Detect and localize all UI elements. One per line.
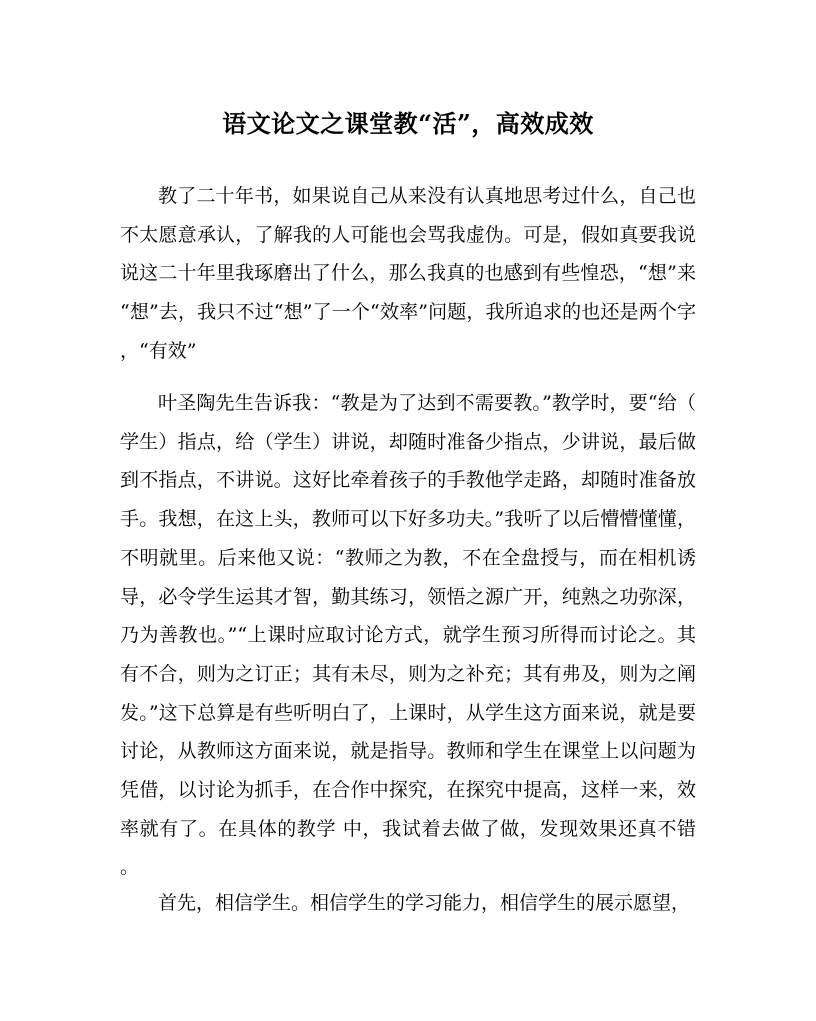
- paragraph-2: 叶圣陶先生告诉我：“教是为了达到不需要教。”教学时，要“给（学生）指点，给（学生）讲说，却随时准备少指点，少讲说，最后做到不指点，不讲说。这好比牵着孩子的手教他学走路，却随时准备放手。我想，在这上头，教师可以下好多功夫。”我听了以后懵懵懂懂，不明就里。后来他又说：“教师之为教，不在全盘授与，而在相机诱导，必令学生运其才智，勤其练习，领悟之源广开，纯熟之功弥深，乃为善教也。”“上课时应取讨论方式，就学生预习所得而讨论之。其有不合，则为之订正；其有未尽，则为之补充；其有弗及，则为之阐发。”这下总算是有些听明白了，上课时，从学生这方面来说，就是要讨论，从教师这方面来说，就是指导。教师和学生在课堂上以问题为凭借，以讨论为抓手，在合作中探究，在探究中提高，这样一来，效率就有了。在具体的教学 中，我试着去做了做，发现效果还真不错。: [120, 392, 696, 879]
- paragraph-1: 教了二十年书，如果说自己从来没有认真地思考过什么，自己也不太愿意承认，了解我的人可能也会骂我虚伪。可是，假如真要我说说这二十年里我琢磨出了什么，那么我真的也感到有些惶恐，“想”来“想”去，我只不过“想”了一个“效率”问题，我所追求的也还是两个字，“有效”: [120, 185, 696, 362]
- paragraph-3: 首先，相信学生。相信学生的学习能力，相信学生的展示愿望，: [158, 892, 691, 914]
- document-title: 语文论文之课堂教“活”，高效成效: [222, 109, 594, 138]
